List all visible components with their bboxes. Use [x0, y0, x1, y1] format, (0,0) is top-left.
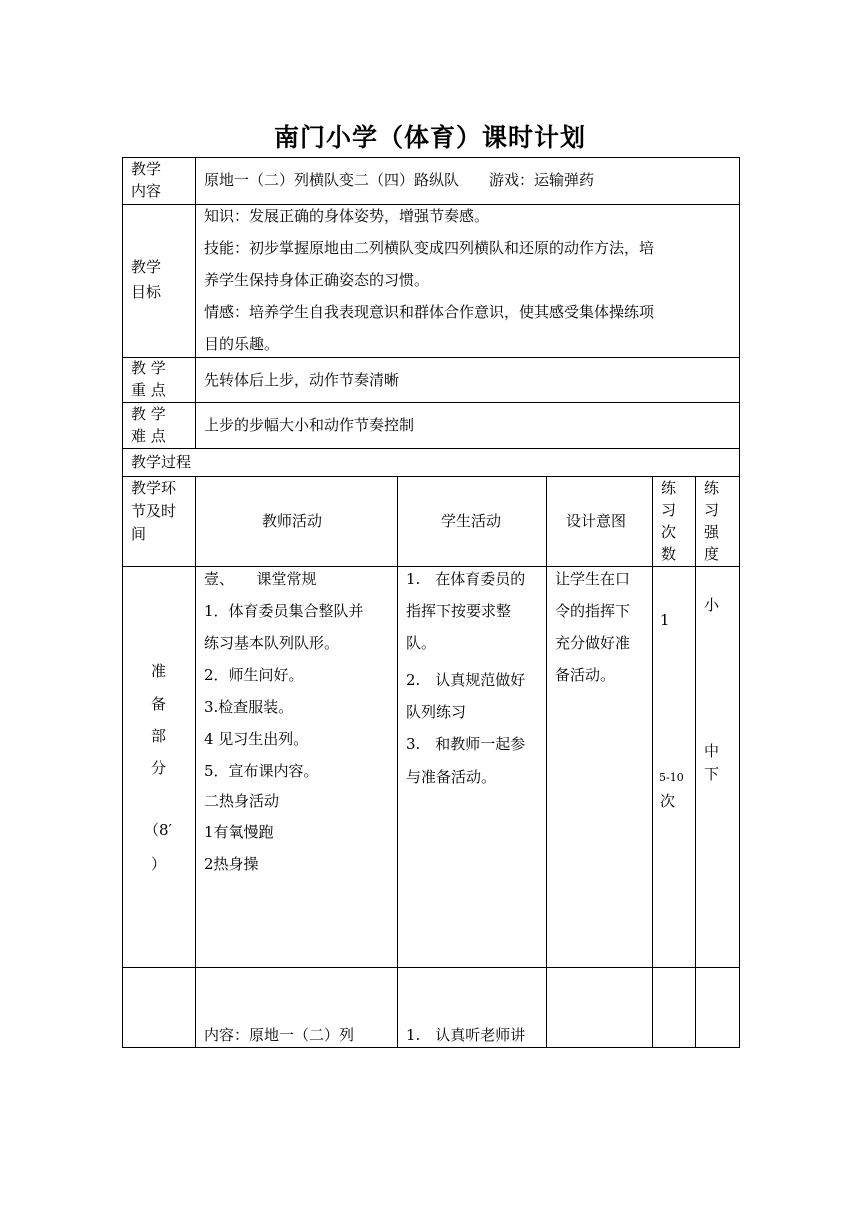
label-difficulty-1: 教 学	[131, 405, 166, 423]
prep-teacher-line: 练习基本队列队形。	[204, 634, 340, 652]
label-objectives-2: 目标	[131, 283, 162, 301]
table-border-left	[122, 157, 123, 1048]
process-label: 教学过程	[131, 453, 192, 471]
label-content-2: 内容	[131, 182, 162, 200]
prep-teacher-line: 2．师生问好。	[204, 666, 304, 684]
column-divider	[652, 476, 653, 1048]
prep-teacher-line: 二热身活动	[204, 792, 280, 810]
prep-design-line: 令的指挥下	[555, 602, 631, 620]
prep-intensity-2b: 下	[704, 765, 720, 783]
column-divider	[195, 476, 196, 1048]
header-intensity-3: 强	[704, 523, 720, 541]
prep-teacher-line: 1有氧慢跑	[204, 823, 274, 841]
header-intensity-2: 习	[704, 501, 720, 519]
header-stage-3: 间	[131, 525, 147, 543]
prep-design-line: 让学生在口	[555, 570, 631, 588]
prep-design-line: 充分做好准	[555, 634, 631, 652]
header-stage-1: 教学环	[131, 479, 177, 497]
label-content-1: 教学	[131, 160, 162, 178]
header-count-4: 数	[661, 545, 677, 563]
header-design: 设计意图	[566, 512, 627, 530]
prep-teacher-line: 5．宣布课内容。	[204, 762, 319, 780]
prep-teacher-line: 1．体育委员集合整队并	[204, 602, 364, 620]
column-divider	[546, 476, 547, 1048]
prep-count-2b: 次	[660, 792, 676, 810]
objective-line: 技能：初步掌握原地由二列横队变成四列横队和还原的动作方法，培	[204, 239, 655, 257]
row-divider	[122, 448, 740, 449]
prep-intensity-1: 小	[704, 596, 720, 614]
prep-teacher-line: 4 见习生出列。	[204, 730, 309, 748]
label-keypoint-1: 教 学	[131, 359, 166, 377]
prep-student-line: 指挥下按要求整	[406, 602, 512, 620]
header-student: 学生活动	[441, 512, 502, 530]
header-count-3: 次	[661, 523, 677, 541]
header-intensity-1: 练	[704, 479, 720, 497]
prep-design-line: 备活动。	[555, 666, 616, 684]
prep-student-line: 1. 在体育委员的	[406, 570, 526, 588]
header-teacher: 教师活动	[262, 512, 323, 530]
prep-student-line: 3. 和教师一起参	[406, 735, 526, 753]
header-count-1: 练	[661, 479, 677, 497]
label-keypoint-2: 重 点	[131, 381, 166, 399]
prep-student-line: 队列练习	[406, 703, 467, 721]
row-divider	[122, 402, 740, 403]
prep-stage-char: 部	[151, 727, 167, 745]
prep-student-line: 与准备活动。	[406, 768, 497, 786]
objective-line: 知识：发展正确的身体姿势，增强节奏感。	[204, 207, 490, 225]
content-text: 原地一（二）列横队变二（四）路纵队 游戏：运输弹药	[204, 171, 595, 189]
prep-stage-char: 备	[151, 695, 167, 713]
table-border-top	[122, 157, 740, 158]
column-divider	[397, 476, 398, 1048]
next-teacher-line: 内容：原地一（二）列	[204, 1026, 355, 1044]
header-intensity-4: 度	[704, 545, 720, 563]
column-divider	[695, 476, 696, 1048]
prep-time: ）	[151, 855, 167, 873]
prep-stage-char: 分	[151, 759, 167, 777]
keypoint-text: 先转体后上步，动作节奏清晰	[204, 371, 400, 389]
next-student-line: 1. 认真听老师讲	[406, 1026, 526, 1044]
prep-intensity-2: 中	[704, 742, 720, 760]
row-divider	[122, 476, 740, 477]
prep-stage-char: 准	[151, 662, 167, 680]
prep-student-line: 2. 认真规范做好	[406, 671, 526, 689]
prep-count-2: 5-10	[659, 771, 684, 784]
row-divider	[122, 967, 740, 968]
page-title: 南门小学（体育）课时计划	[273, 123, 586, 152]
column-divider	[195, 157, 196, 448]
header-stage-2: 节及时	[131, 502, 177, 520]
label-difficulty-2: 难 点	[131, 427, 166, 445]
prep-count-1: 1	[660, 611, 670, 629]
prep-time: （8′	[144, 821, 172, 839]
header-count-2: 习	[661, 501, 677, 519]
table-border-right	[739, 157, 740, 1048]
label-objectives-1: 教学	[131, 258, 162, 276]
prep-teacher-line: 2热身操	[204, 855, 259, 873]
objective-line: 养学生保持身体正确姿态的习惯。	[204, 271, 430, 289]
difficulty-text: 上步的步幅大小和动作节奏控制	[204, 416, 415, 434]
prep-teacher-line: 壹、 课堂常规	[204, 570, 317, 588]
prep-teacher-line: 3.检查服装。	[204, 698, 294, 716]
objective-line: 情感：培养学生自我表现意识和群体合作意识，使其感受集体操练项	[204, 303, 655, 321]
prep-student-line: 队。	[406, 634, 437, 652]
objective-line: 目的乐趣。	[204, 335, 280, 353]
